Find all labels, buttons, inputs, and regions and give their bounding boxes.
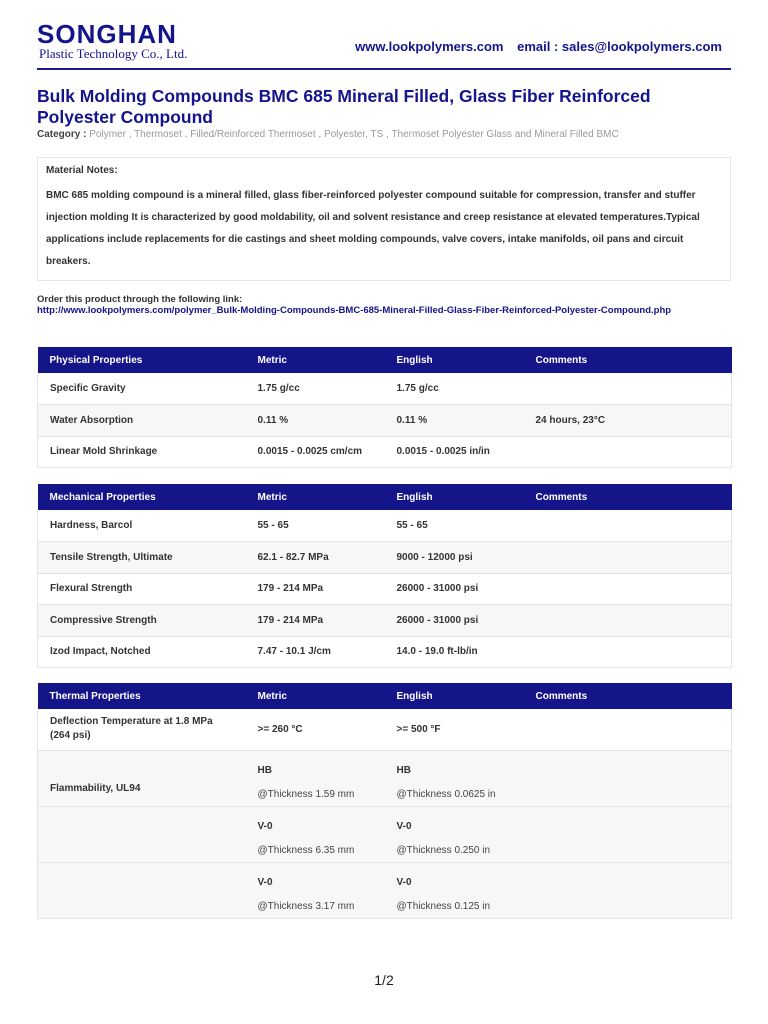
- website-link[interactable]: www.lookpolymers.com: [355, 39, 504, 54]
- email-link[interactable]: email : sales@lookpolymers.com: [517, 39, 722, 54]
- english-value: 26000 - 31000 psi: [385, 605, 524, 637]
- property-name: [38, 806, 246, 862]
- thermal-properties-table: [37, 683, 732, 919]
- english-value: 55 - 65: [385, 510, 524, 542]
- metric-value: [246, 750, 385, 806]
- company-logo: SONGHAN: [37, 19, 177, 49]
- column-metric: Metric: [246, 683, 385, 709]
- comment-value: [524, 709, 732, 750]
- english-value: 0.11 %: [385, 405, 524, 437]
- material-notes-heading: Material Notes:: [46, 165, 118, 176]
- table-header-row: [38, 347, 732, 373]
- property-name: Water Absorption: [38, 405, 246, 437]
- table-row: [38, 806, 732, 862]
- column-english: English: [385, 347, 524, 373]
- english-value: [385, 750, 524, 806]
- rating-value: HB: [396, 764, 411, 776]
- column-english: English: [385, 683, 524, 709]
- material-notes-body: BMC 685 molding compound is a mineral filled, glass fiber-reinforced polyester compound suitable for compression, transfer and stuffer injection molding It is characterized by good moldability, oil and solvent resistance and creep resistance at elevated temperatures.Typical applications include replacements for die castings and sheet molding compounds, valve covers, intake manifolds, oil pans and circuit breakers.: [46, 190, 700, 267]
- comment-value: [524, 573, 732, 605]
- property-name: Izod Impact, Notched: [38, 636, 246, 668]
- order-section: [37, 294, 731, 317]
- comment-value: [524, 542, 732, 574]
- header-links: [345, 39, 722, 54]
- material-notes: [37, 157, 731, 281]
- column-comments: Comments: [524, 683, 732, 709]
- column-metric: Metric: [246, 484, 385, 510]
- rating-value: HB: [257, 764, 272, 776]
- metric-value: 55 - 65: [246, 510, 385, 542]
- thickness-note: @Thickness 0.0625 in: [396, 788, 496, 800]
- table-row: [38, 405, 732, 437]
- page-title: Bulk Molding Compounds BMC 685 Mineral Filled, Glass Fiber Reinforced Polyester Compound: [37, 86, 651, 127]
- rating-value: V-0: [257, 820, 273, 832]
- thickness-note: @Thickness 0.125 in: [396, 900, 491, 912]
- category-value: Polymer , Thermoset , Filled/Reinforced Thermoset , Polyester, TS , Thermoset Polyester Glass and Mineral Filled BMC: [89, 129, 619, 140]
- metric-value: 0.11 %: [246, 405, 385, 437]
- property-name: Flexural Strength: [38, 573, 246, 605]
- mechanical-properties-table: [37, 484, 732, 668]
- rating-value: V-0: [257, 876, 273, 888]
- english-value: 1.75 g/cc: [385, 373, 524, 405]
- order-link[interactable]: http://www.lookpolymers.com/polymer_Bulk-Molding-Compounds-BMC-685-Mineral-Filled-Glass-Fiber-Reinforced-Polyester-Compound.php: [37, 305, 672, 316]
- section-heading: Physical Properties: [38, 347, 246, 373]
- comment-value: [524, 605, 732, 637]
- english-value: 26000 - 31000 psi: [385, 573, 524, 605]
- english-value: 0.0015 - 0.0025 in/in: [385, 436, 524, 468]
- table-row: [38, 605, 732, 637]
- comment-value: [524, 750, 732, 806]
- property-name-text: Deflection Temperature at 1.8 MPa (264 psi): [50, 716, 213, 742]
- metric-value: 179 - 214 MPa: [246, 573, 385, 605]
- section-heading: Thermal Properties: [38, 683, 246, 709]
- rating-value: V-0: [396, 876, 412, 888]
- page-header: [37, 20, 731, 70]
- category-line: [37, 129, 731, 140]
- category-label: Category :: [37, 129, 87, 140]
- metric-value: 1.75 g/cc: [246, 373, 385, 405]
- table-row: [38, 373, 732, 405]
- english-value: [385, 806, 524, 862]
- table-row: [38, 573, 732, 605]
- metric-value: [246, 862, 385, 918]
- comment-value: [524, 806, 732, 862]
- property-name: Linear Mold Shrinkage: [38, 436, 246, 468]
- metric-value: 7.47 - 10.1 J/cm: [246, 636, 385, 668]
- comment-value: [524, 510, 732, 542]
- column-comments: Comments: [524, 484, 732, 510]
- english-value: 14.0 - 19.0 ft-lb/in: [385, 636, 524, 668]
- table-row: [38, 709, 732, 750]
- property-name: Specific Gravity: [38, 373, 246, 405]
- comment-value: [524, 373, 732, 405]
- thickness-note: @Thickness 1.59 mm: [257, 788, 355, 800]
- rating-value: V-0: [396, 820, 412, 832]
- table-row: [38, 542, 732, 574]
- column-english: English: [385, 484, 524, 510]
- english-value: 9000 - 12000 psi: [385, 542, 524, 574]
- table-row: [38, 750, 732, 806]
- property-name: Hardness, Barcol: [38, 510, 246, 542]
- column-comments: Comments: [524, 347, 732, 373]
- comment-value: [524, 862, 732, 918]
- english-value: >= 500 °F: [385, 709, 524, 750]
- metric-value: >= 260 °C: [246, 709, 385, 750]
- order-heading: Order this product through the following link:: [37, 294, 243, 305]
- physical-properties-table: [37, 347, 732, 468]
- metric-value: 179 - 214 MPa: [246, 605, 385, 637]
- comment-value: [524, 636, 732, 668]
- thickness-note: @Thickness 3.17 mm: [257, 900, 355, 912]
- thickness-note: @Thickness 6.35 mm: [257, 844, 355, 856]
- column-metric: Metric: [246, 347, 385, 373]
- thickness-note: @Thickness 0.250 in: [396, 844, 491, 856]
- metric-value: 0.0015 - 0.0025 cm/cm: [246, 436, 385, 468]
- property-name: [38, 709, 246, 750]
- comment-value: 24 hours, 23°C: [524, 405, 732, 437]
- property-name: Compressive Strength: [38, 605, 246, 637]
- property-name: Tensile Strength, Ultimate: [38, 542, 246, 574]
- english-value: [385, 862, 524, 918]
- property-name: [38, 862, 246, 918]
- table-header-row: [38, 484, 732, 510]
- page-number: 1/2: [374, 972, 394, 988]
- section-heading: Mechanical Properties: [38, 484, 246, 510]
- comment-value: [524, 436, 732, 468]
- table-header-row: [38, 683, 732, 709]
- table-row: [38, 436, 732, 468]
- table-row: [38, 636, 732, 668]
- metric-value: [246, 806, 385, 862]
- table-row: [38, 862, 732, 918]
- metric-value: 62.1 - 82.7 MPa: [246, 542, 385, 574]
- property-name: Flammability, UL94: [38, 750, 246, 806]
- table-row: [38, 510, 732, 542]
- company-tagline: Plastic Technology Co., Ltd.: [39, 46, 188, 61]
